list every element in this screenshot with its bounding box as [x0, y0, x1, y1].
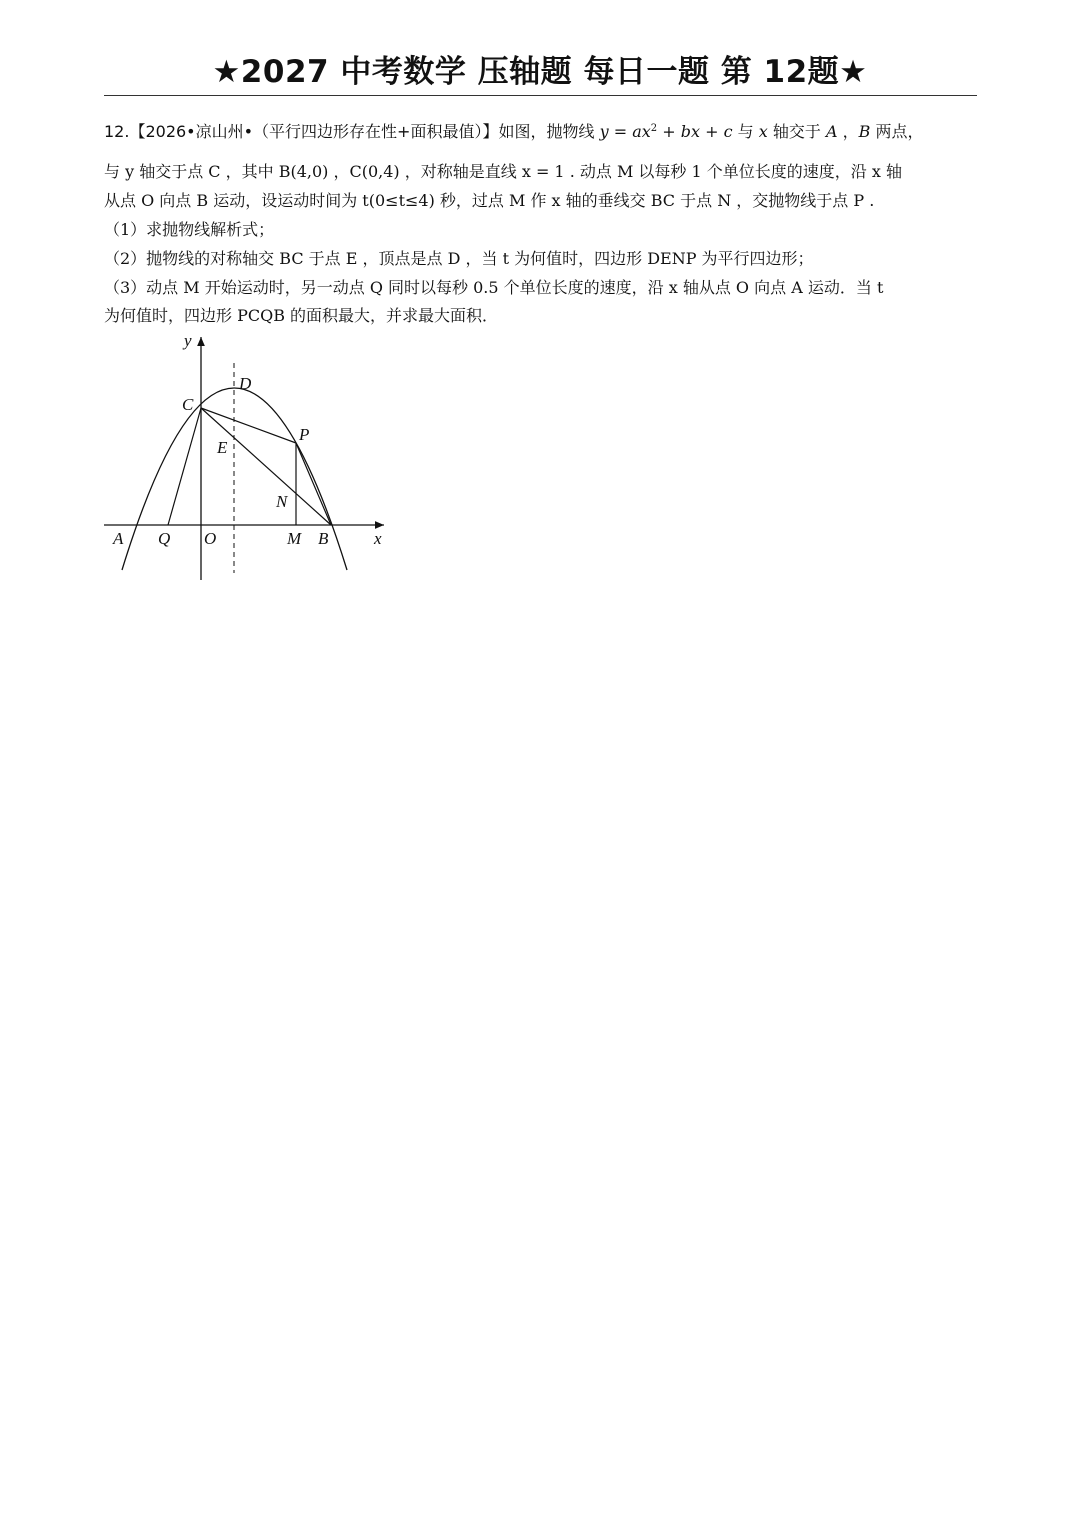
label-n: N: [276, 492, 288, 511]
question-3-line-2: 为何值时，四边形 PCQB 的面积最大，并求最大面积．: [104, 306, 499, 325]
label-p: P: [299, 425, 310, 444]
label-y: y: [184, 331, 192, 350]
label-o: O: [204, 529, 217, 548]
parabola-curve: [122, 388, 347, 570]
segment-cp: [201, 408, 296, 443]
segment-cq: [168, 408, 201, 525]
question-3-line-1: （3）动点 M 开始运动时，另一动点 Q 同时以每秒 0.5 个单位长度的速度，沿 x 轴从点 O 向点 A 运动．当 t: [104, 278, 884, 297]
question-1: （1）求抛物线解析式；: [104, 220, 275, 239]
question-2: （2）抛物线的对称轴交 BC 于点 E ，顶点是点 D ，当 t 为何值时，四边形 DENP 为平行四边形；: [104, 249, 814, 268]
title-divider: [104, 95, 977, 96]
label-c: C: [182, 395, 194, 414]
problem-number: 12.: [104, 122, 130, 141]
problem-line-2: 与 y 轴交于点 C ，其中 B(4,0) ，C(0,4) ，对称轴是直线 x = 1 . 动点 M 以每秒 1 个单位长度的速度，沿 x 轴: [104, 162, 902, 181]
segment-cb: [201, 408, 331, 525]
segment-pb: [296, 443, 331, 525]
problem-source: 【2026•凉山州•（平行四边形存在性+面积最值）】: [129, 122, 499, 141]
page-title: ★2027 中考数学 压轴题 每日一题 第 12题★: [212, 54, 868, 90]
problem-line-3: 从点 O 向点 B 运动，设运动时间为 t(0≤t≤4) 秒，过点 M 作 x 轴的垂线交 BC 于点 N ，交抛物线于点 P .: [104, 191, 875, 210]
label-m: M: [287, 529, 302, 548]
problem-intro: 如图，抛物线: [498, 122, 595, 141]
label-q: Q: [158, 529, 171, 548]
label-x: x: [374, 529, 382, 548]
parabola-figure: [100, 330, 400, 582]
parabola-equation: $y = ax^2$ + bx + c: [599, 122, 733, 141]
problem-line-1-tail: 与 x 轴交于 A ，B 两点，: [737, 122, 924, 141]
label-a: A: [113, 529, 124, 548]
label-b: B: [318, 529, 329, 548]
label-d: D: [239, 374, 252, 393]
problem-line-1: [104, 122, 980, 142]
label-e: E: [217, 438, 228, 457]
